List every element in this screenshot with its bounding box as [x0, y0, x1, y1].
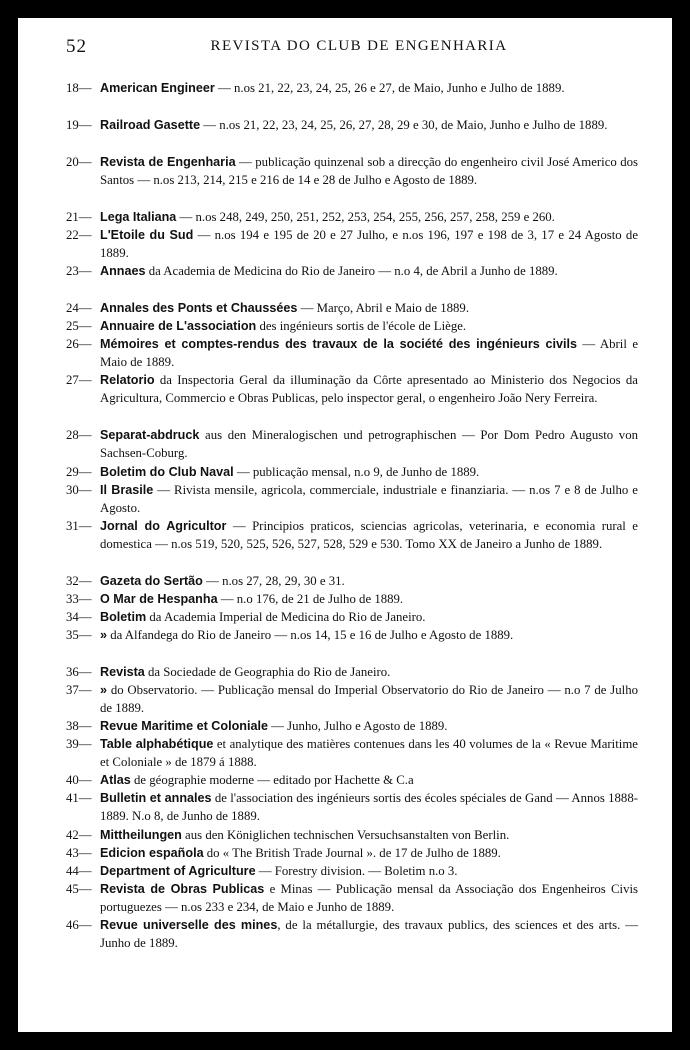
entry-title: O Mar de Hespanha [100, 592, 218, 606]
entry-number: 35— [66, 628, 92, 642]
entry-title: Railroad Gasette [100, 118, 201, 132]
entry-description: — n.os 27, 28, 29, 30 e 31. [202, 574, 345, 588]
entry-title: Revista [100, 665, 145, 679]
entry-number: 45— [66, 882, 92, 896]
entry-description: — n.os 21, 22, 23, 24, 25, 26 e 27, de Maio, Junho e Julho de 1889. [214, 81, 565, 95]
entry-number: 27— [66, 373, 92, 387]
entry-number: 34— [66, 610, 92, 624]
entry-number: 30— [66, 483, 92, 497]
entry-description: des ingénieurs sortis de l'école de Liège. [256, 319, 467, 333]
entry-number: 31— [66, 519, 92, 533]
entry-title: Il Brasile [100, 483, 154, 497]
entry-number: 42— [66, 828, 92, 842]
entry-number: 28— [66, 428, 92, 442]
entry-title: Atlas [100, 773, 131, 787]
entry-description: et analytique des matières contenues dans les 40 volumes de la « Revue Maritime et Coloniale » de 1879 á 1888. [100, 737, 638, 770]
entry-number: 19— [66, 118, 92, 132]
entry-title: Annuaire de L'association [100, 319, 257, 333]
list-item [66, 517, 638, 553]
entry-title: Department of Agriculture [100, 864, 256, 878]
list-item [66, 916, 638, 952]
list-item [66, 844, 638, 862]
entry-description: do « The British Trade Journal ». de 17 de Julho de 1889. [203, 846, 501, 860]
entry-number: 36— [66, 665, 92, 679]
running-title: REVISTA DO CLUB DE ENGENHARIA [210, 38, 508, 54]
list-item [66, 572, 638, 590]
entry-description: da Sociedade de Geographia do Rio de Janeiro. [144, 665, 391, 679]
entry-number: 22— [66, 228, 92, 242]
entry-number: 25— [66, 319, 92, 333]
page-number: 52 [66, 36, 87, 57]
entry-title: Mémoires et comptes-rendus des travaux de la société des ingénieurs civils [100, 337, 577, 351]
entry-title: Revista de Obras Publicas [100, 882, 265, 896]
entry-description: — Junho, Julho e Agosto de 1889. [267, 719, 448, 733]
entry-title: Annaes [100, 264, 146, 278]
list-item [66, 426, 638, 462]
list-item [66, 681, 638, 717]
entry-title: Gazeta do Sertão [100, 574, 203, 588]
entry-title: Mittheilungen [100, 828, 182, 842]
list-item [66, 663, 638, 681]
entry-title: » [100, 628, 108, 642]
list-item [66, 826, 638, 844]
entry-number: 20— [66, 155, 92, 169]
entry-description: — Rivista mensile, agricola, commerciale, industriale e finanziaria. — n.os 7 e 8 de Julho e Agosto. [100, 483, 638, 516]
entry-title: Jornal do Agricultor [100, 519, 227, 533]
entry-number: 46— [66, 918, 92, 932]
entry-title: » [100, 683, 108, 697]
entry-title: Separat-abdruck [100, 428, 200, 442]
entry-description: — publicação quinzenal sob a direcção do engenheiro civil José Americo dos Santos — n.os 213, 214, 215 e 216 de 14 e 28 de Julho e Agosto de 1889. [100, 155, 638, 188]
list-item [66, 481, 638, 517]
list-item [66, 771, 638, 789]
entry-number: 43— [66, 846, 92, 860]
entry-number: 38— [66, 719, 92, 733]
entry-description: aus den Mineralogischen und petrographischen — Por Dom Pedro Augusto von Sachsen-Coburg. [100, 428, 638, 461]
entry-number: 26— [66, 337, 92, 351]
entry-description: da Alfandega do Rio de Janeiro — n.os 14, 15 e 16 de Julho e Agosto de 1889. [107, 628, 514, 642]
entry-description: do Observatorio. — Publicação mensal do Imperial Observatorio do Rio de Janeiro — n.o 7 de Julho de 1889. [100, 683, 638, 716]
list-item [66, 208, 638, 226]
entry-title: Revista de Engenharia [100, 155, 236, 169]
entry-number: 44— [66, 864, 92, 878]
entry-number: 33— [66, 592, 92, 606]
list-item [66, 590, 638, 608]
entry-title: Boletim [100, 610, 147, 624]
entry-number: 39— [66, 737, 92, 751]
entry-description: aus den Königlichen technischen Versuchsanstalten von Berlin. [181, 828, 510, 842]
entry-title: L'Etoile du Sud [100, 228, 194, 242]
entry-number: 37— [66, 683, 92, 697]
entry-description: de géographie moderne — editado por Hachette & C.a [130, 773, 414, 787]
list-item [66, 79, 638, 97]
entry-description: , de la métallurgie, des travaux publics, des sciences et des arts. — Junho de 1889. [100, 918, 639, 951]
entry-description: da Inspectoria Geral da illuminação da Côrte apresentado ao Ministerio dos Negocios da Agricultura, Commercio e Obras Publicas, pelo inspector geral, o engenheiro João Nery Ferreira. [100, 373, 638, 406]
entry-description: — publicação mensal, n.o 9, de Junho de 1889. [233, 465, 480, 479]
entry-number: 40— [66, 773, 92, 787]
page-header [66, 36, 652, 60]
entry-title: Lega Italiana [100, 210, 177, 224]
entry-number: 23— [66, 264, 92, 278]
entry-title: Relatorio [100, 373, 155, 387]
list-item [66, 371, 638, 407]
list-item [66, 862, 638, 880]
entry-description: — Março, Abril e Maio de 1889. [297, 301, 470, 315]
document-page [18, 18, 672, 1032]
list-item [66, 608, 638, 626]
list-item [66, 335, 638, 371]
list-item [66, 299, 638, 317]
entry-description: — n.os 21, 22, 23, 24, 25, 26, 27, 28, 29 e 30, de Maio, Junho e Julho de 1889. [200, 118, 608, 132]
entry-number: 29— [66, 465, 92, 479]
entry-description: — n.os 194 e 195 de 20 e 27 Julho, e n.os 196, 197 e 198 de 3, 17 e 24 Agosto de 1889. [100, 228, 639, 261]
entry-description: — Abril e Maio de 1889. [100, 337, 638, 370]
list-item [66, 626, 638, 644]
entry-number: 32— [66, 574, 92, 588]
entry-description: de l'association des ingénieurs sortis des écoles spéciales de Gand — Annos 1888-1889. N.o 8, de Junho de 1889. [100, 791, 638, 824]
entry-description: — Forestry division. — Boletim n.o 3. [255, 864, 458, 878]
list-item [66, 317, 638, 335]
entry-description: da Academia Imperial de Medicina do Rio de Janeiro. [146, 610, 426, 624]
entry-description: da Academia de Medicina do Rio de Janeiro — n.o 4, de Abril a Junho de 1889. [145, 264, 558, 278]
entry-number: 41— [66, 791, 92, 805]
list-item [66, 153, 638, 189]
entry-title: Table alphabétique [100, 737, 214, 751]
entry-number: 24— [66, 301, 92, 315]
entry-number: 21— [66, 210, 92, 224]
entry-title: Revue Maritime et Coloniale [100, 719, 268, 733]
entry-title: American Engineer [100, 81, 215, 95]
entry-title: Bulletin et annales [100, 791, 212, 805]
list-item [66, 880, 638, 916]
entry-description: e Minas — Publicação mensal da Associação dos Engenheiros Civis portuguezes — n.os 233 e 234, de Maio e Junho de 1889. [100, 882, 639, 915]
entry-title: Annales des Ponts et Chaussées [100, 301, 298, 315]
list-item [66, 116, 638, 134]
entry-number: 18— [66, 81, 92, 95]
list-item [66, 463, 638, 481]
entry-description: — n.os 248, 249, 250, 251, 252, 253, 254, 255, 256, 257, 258, 259 e 260. [176, 210, 555, 224]
list-item [66, 226, 638, 262]
list-item [66, 717, 638, 735]
list-item [66, 735, 638, 771]
list-item [66, 262, 638, 280]
entry-title: Edicion española [100, 846, 204, 860]
entry-title: Boletim do Club Naval [100, 465, 234, 479]
entry-description: — Principios praticos, sciencias agricolas, veterinaria, e economia rural e domestica — n.os 519, 520, 525, 526, 527, 528, 529 e 530. Tomo XX de Janeiro a Junho de 1889. [100, 519, 638, 552]
list-item [66, 789, 638, 825]
entry-description: — n.o 176, de 21 de Julho de 1889. [217, 592, 404, 606]
entry-title: Revue universelle des mines [100, 918, 278, 932]
